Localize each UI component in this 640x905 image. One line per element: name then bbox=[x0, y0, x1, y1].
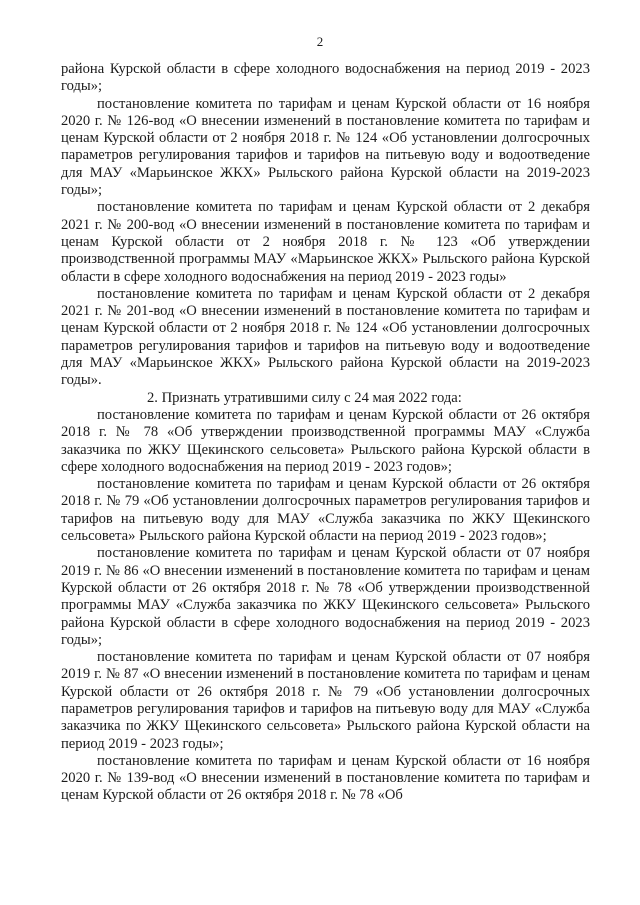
paragraph-resolution-139: постановление комитета по тарифам и ценам Курской области от 16 ноября 2020 г. № 139-вод «О внесении изменений в постановление комитета по тарифам и ценам Курской области от 26 октября 2018 г. № 78 «Об bbox=[61, 752, 590, 804]
document-body bbox=[61, 61, 590, 805]
paragraph-resolution-200: постановление комитета по тарифам и ценам Курской области от 2 декабря 2021 г. № 200-вод «О внесении изменений в постановление комитета по тарифам и ценам Курской области от 2 ноября 2018 г. № 123 «Об утверждении производственной программы МАУ «Марьинское ЖКХ» Рыльского района Курской области в сфере холодного водоснабжения на период 2019 - 2023 годы» bbox=[61, 199, 590, 285]
paragraph-point-2: 2. Признать утратившими силу с 24 мая 2022 года: bbox=[147, 389, 462, 406]
paragraph-resolution-78: постановление комитета по тарифам и ценам Курской области от 26 октября 2018 г. № 78 «Об утверждении производственной программы МАУ «Служба заказчика по ЖКУ Щекинского сельсовета» Рыльского района Курской области в сфере холодного водоснабжения на период 2019 - 2023 годов»; bbox=[61, 406, 590, 475]
paragraph-resolution-126: постановление комитета по тарифам и ценам Курской области от 16 ноября 2020 г. № 126-вод «О внесении изменений в постановление комитета по тарифам и ценам Курской области от 2 ноября 2018 г. № 124 «Об установлении долгосрочных параметров регулирования тарифов и тарифов на питьевую воду и водоотведение для МАУ «Марьинское ЖКХ» Рыльского района Курской области на 2019-2023 годы»; bbox=[61, 95, 590, 199]
page-number: 2 bbox=[316, 34, 324, 49]
paragraph-resolution-201: постановление комитета по тарифам и ценам Курской области от 2 декабря 2021 г. № 201-вод «О внесении изменений в постановление комитета по тарифам и ценам Курской области от 2 ноября 2018 г. № 124 «Об установлении долгосрочных параметров регулирования тарифов и тарифов на питьевую воду и водоотведение для МАУ «Марьинское ЖКХ» Рыльского района Курской области на 2019-2023 годы». bbox=[61, 285, 590, 389]
paragraph-resolution-79: постановление комитета по тарифам и ценам Курской области от 26 октября 2018 г. № 79 «Об установлении долгосрочных параметров регулирования тарифов и тарифов на питьевую воду для МАУ «Служба заказчика по ЖКУ Щекинского сельсовета» Рыльского района Курской области на период 2019 - 2023 годов»; bbox=[61, 476, 590, 545]
paragraph-continuation: района Курской области в сфере холодного водоснабжения на период 2019 - 2023 годы»; bbox=[61, 61, 590, 95]
paragraph-resolution-87: постановление комитета по тарифам и ценам Курской области от 07 ноября 2019 г. № 87 «О внесении изменений в постановление комитета по тарифам и ценам Курской области от 26 октября 2018 г. № 79 «Об установлении долгосрочных параметров регулирования тарифов и тарифов на питьевую воду для МАУ «Служба заказчика по ЖКУ Щекинского сельсовета» Рыльского района Курской области на период 2019 - 2023 годы»; bbox=[61, 649, 590, 752]
paragraph-resolution-86: постановление комитета по тарифам и ценам Курской области от 07 ноября 2019 г. № 86 «О внесении изменений в постановление комитета по тарифам и ценам Курской области от 26 октября 2018 г. № 78 «Об утверждении производственной программы МАУ «Служба заказчика по ЖКУ Щекинского сельсовета» Рыльского района Курской области в сфере холодного водоснабжения на период 2019 - 2023 годы»; bbox=[61, 545, 590, 648]
